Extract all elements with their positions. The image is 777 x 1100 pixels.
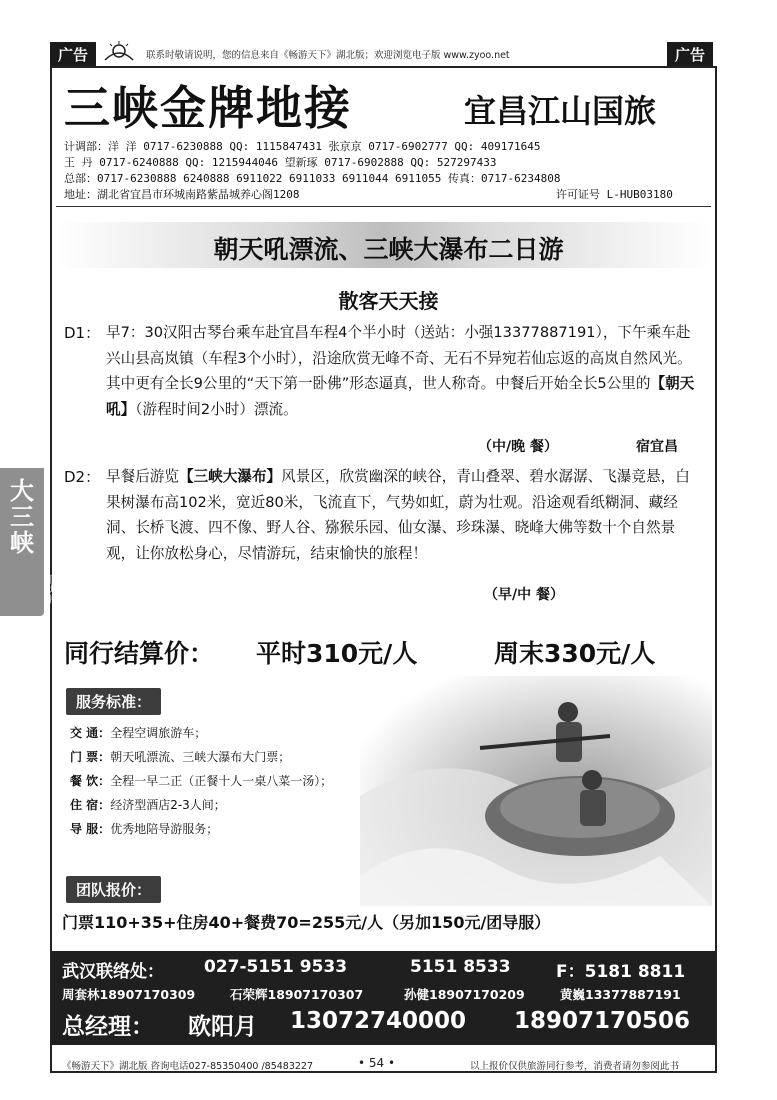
day1-meals: （中/晚 餐） (478, 439, 558, 455)
side-tab-big: 大三峡 (10, 476, 34, 557)
staff-contact: 孙健18907170209 (404, 987, 525, 1002)
day1-stay: 宿宜昌 (636, 439, 678, 455)
gm-phone-1: 13072740000 (290, 1008, 467, 1034)
service-key: 交 通： (70, 726, 111, 740)
service-row (70, 796, 226, 813)
service-row (70, 772, 332, 789)
contact-line-3: 总部：0717-6230888 6240888 6911022 6911033 6911044 6911055 传真：0717-6234808 (64, 172, 561, 185)
ad-tag-left: 广告 (50, 42, 96, 67)
ad-tag-right: 广告 (667, 42, 713, 67)
company-name-small: 宜昌江山国旅 (464, 92, 657, 130)
day2-text (106, 464, 702, 566)
team-title: 团队报价： (66, 876, 161, 903)
day1-label: D1： (64, 324, 101, 342)
day2-highlight: 【三峡大瀑布】 (178, 468, 282, 485)
day2-label: D2： (64, 468, 101, 486)
services-title: 服务标准： (66, 688, 161, 715)
office-phone-2: 5151 8533 (410, 957, 511, 977)
company-name-big: 三峡金牌地接 (64, 81, 352, 135)
magazine-logo-icon (102, 40, 136, 66)
footer-right: 以上报价仅供旅游同行参考，消费者请勿参阅此书 (470, 1061, 680, 1072)
team-formula: 门票110+35+住房40+餐费70=255元/人（另加150元/团导服） (62, 913, 551, 932)
office-label: 武汉联络处： (62, 962, 164, 982)
price-weekend: 周末330元/人 (494, 639, 656, 668)
service-key: 住 宿： (70, 798, 111, 812)
contact-line-1: 计调部：洋 洋 0717-6230888 QQ: 1115847431 张京京 0717-6902777 QQ: 409171645 (64, 140, 541, 153)
footer-left: 《畅游天下》湖北版 咨询电话027-85350400 /85483227 (62, 1061, 314, 1072)
office-fax: F：5181 8811 (556, 962, 686, 982)
tour-title: 朝天吼漂流、三峡大瀑布二日游 (213, 235, 564, 264)
service-key: 餐 饮： (70, 774, 111, 788)
day1-text (106, 320, 702, 422)
service-row (70, 724, 206, 741)
day2-meals: （早/中 餐） (484, 587, 564, 603)
service-key: 导 服： (70, 822, 111, 836)
service-value: 优秀地陪导游服务； (110, 822, 219, 836)
price-weekday: 平时310元/人 (256, 639, 418, 668)
service-value: 全程一早二正（正餐十人一桌八菜一汤）； (110, 774, 333, 788)
service-value: 全程空调旅游车； (110, 726, 207, 740)
gm-name: 欧阳月 (188, 1014, 257, 1040)
service-value: 朝天吼漂流、三峡大瀑布大门票； (110, 750, 291, 764)
day1-highlight: 【朝天吼】 (106, 375, 695, 418)
company-address: 地址：湖北省宜昌市环城南路紫晶城养心阁1208 (64, 188, 300, 201)
tour-subtitle: 散客天天接 (338, 289, 439, 313)
day1-text-b: （游程时间2小时）漂流。 (135, 400, 298, 418)
price-label: 同行结算价： (64, 639, 215, 668)
divider (56, 206, 711, 207)
license-number: 许可证号 L-HUB03180 (556, 188, 673, 201)
side-tab-small: 区域版 (47, 574, 58, 604)
gm-label: 总经理： (62, 1014, 154, 1040)
staff-contact: 黄巍13377887191 (560, 987, 681, 1002)
service-row (70, 748, 290, 765)
region-side-tab (0, 468, 58, 616)
day2-text-b: 风景区，欣赏幽深的峡谷，青山叠翠、碧水潺潺、飞瀑竞悬，白果树瀑布高102米，宽近80米，飞流直下，气势如虹，蔚为壮观。沿途观看纸糊洞、藏经洞、长桥飞渡、四不像、野人谷、猕猴乐园、仙女瀑、珍珠瀑、晓峰大佛等数十个自然景观，让你放松身心，尽情游玩，结束愉快的旅程！ (106, 468, 690, 562)
staff-contact: 石荣辉18907170307 (230, 987, 364, 1002)
service-key: 门 票： (70, 750, 111, 764)
service-value: 经济型酒店2-3人间； (110, 798, 226, 812)
office-phone-1: 027-5151 9533 (204, 957, 348, 977)
rafting-photo (360, 676, 712, 906)
day2-text-a: 早餐后游览 (106, 468, 179, 485)
gm-phone-2: 18907170506 (514, 1008, 691, 1034)
day1-text-a: 早7：30汉阳古琴台乘车赴宜昌车程4个半小时（送站：小强13377887191），下午乘车赴兴山县高岚镇（车程3个小时），沿途欣赏无峰不奇、无石不异宛若仙忘返的高岚自然风光。其中更有全长9公里的“天下第一卧佛”形态逼真，世人称奇。中餐后开始全长5公里的 (106, 324, 692, 392)
contact-line-2: 王 丹 0717-6240888 QQ: 1215944046 望新琢 0717-6902888 QQ: 527297433 (64, 156, 497, 169)
page-number: • 54 • (358, 1056, 396, 1070)
header-notice: 联系时敬请说明，您的信息来自《畅游天下》湖北版；欢迎浏览电子版 www.zyoo.net (146, 50, 510, 61)
staff-contact: 周套林18907170309 (62, 987, 196, 1002)
service-row (70, 820, 218, 837)
